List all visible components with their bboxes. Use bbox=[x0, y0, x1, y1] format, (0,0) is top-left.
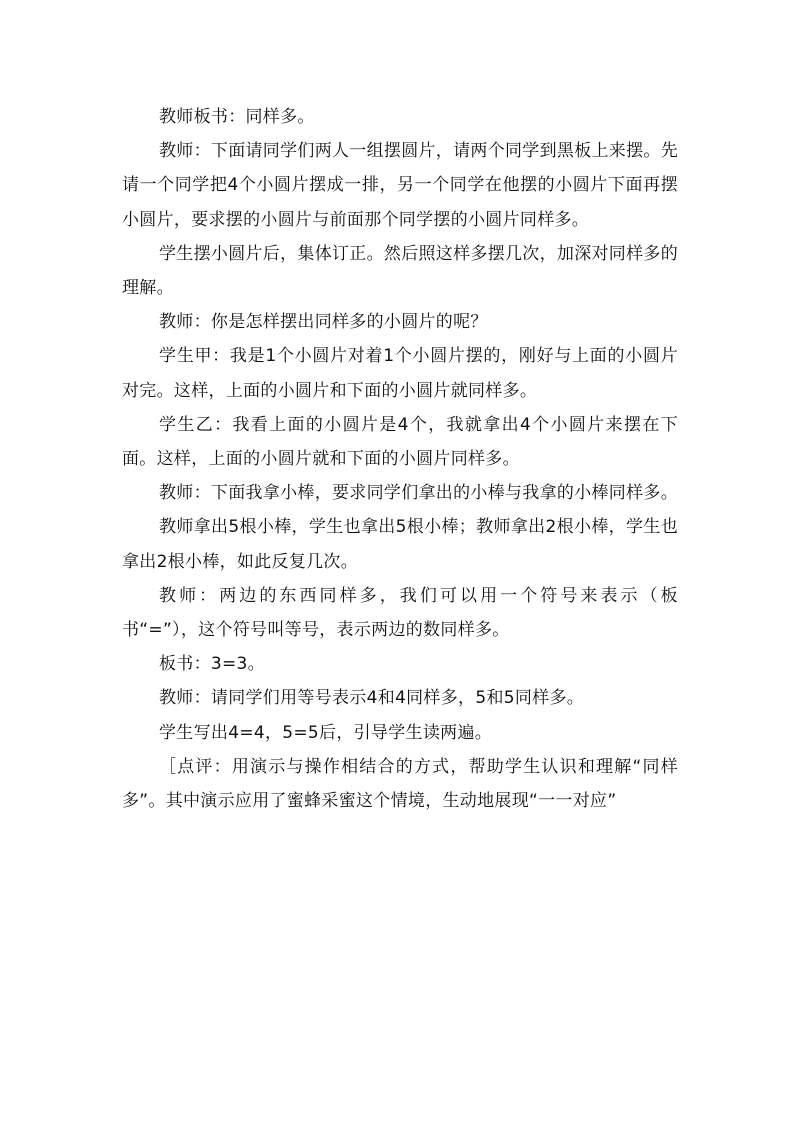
paragraph-student-a: 学生甲：我是1个小圆片对着1个小圆片摆的，刚好与上面的小圆片对完。这样，上面的小圆片和下面的小圆片就同样多。 bbox=[122, 346, 678, 401]
paragraph-comment: ［点评：用演示与操作相结合的方式，帮助学生认识和理解“同样多”。其中演示应用了蜜蜂采蜜这个情境，生动地展现“一一对应” bbox=[122, 756, 678, 812]
paragraph-board-equation: 板书：3=3。 bbox=[159, 654, 265, 675]
paragraph-students-arrange: 学生摆小圆片后，集体订正。然后照这样多摆几次，加深对同样多的理解。 bbox=[122, 243, 678, 299]
paragraph-board-writing: 教师板书：同样多。 bbox=[159, 107, 315, 127]
paragraph-equals-sign: 教师：两边的东西同样多，我们可以用一个符号来表示（板书“=”），这个符号叫等号，表示两边的数同样多。 bbox=[122, 585, 678, 641]
paragraph-stick-practice: 教师拿出5根小棒，学生也拿出5根小棒；教师拿出2根小棒，学生也拿出2根小棒，如此反复几次。 bbox=[122, 517, 678, 572]
paragraph-teacher-equals-task: 教师：请同学们用等号表示4和4同样多，5和5同样多。 bbox=[159, 688, 585, 709]
paragraph-teacher-question: 教师：你是怎样摆出同样多的小圆片的呢？ bbox=[159, 312, 488, 333]
paragraph-student-b: 学生乙：我看上面的小圆片是4个，我就拿出4个小圆片来摆在下面。这样，上面的小圆片就和下面的小圆片同样多。 bbox=[122, 414, 678, 470]
document-body bbox=[122, 100, 678, 818]
paragraph-students-write: 学生写出4=4，5=5后，引导学生读两遍。 bbox=[159, 722, 493, 743]
paragraph-teacher-instruction: 教师：下面请同学们两人一组摆圆片，请两个同学到黑板上来摆。先请一个同学把4个小圆片摆成一排，另一个同学在他摆的小圆片下面再摆小圆片，要求摆的小圆片与前面那个同学摆的小圆片同样多。 bbox=[122, 141, 678, 230]
paragraph-teacher-sticks: 教师：下面我拿小棒，要求同学们拿出的小棒与我拿的小棒同样多。 bbox=[159, 483, 678, 504]
